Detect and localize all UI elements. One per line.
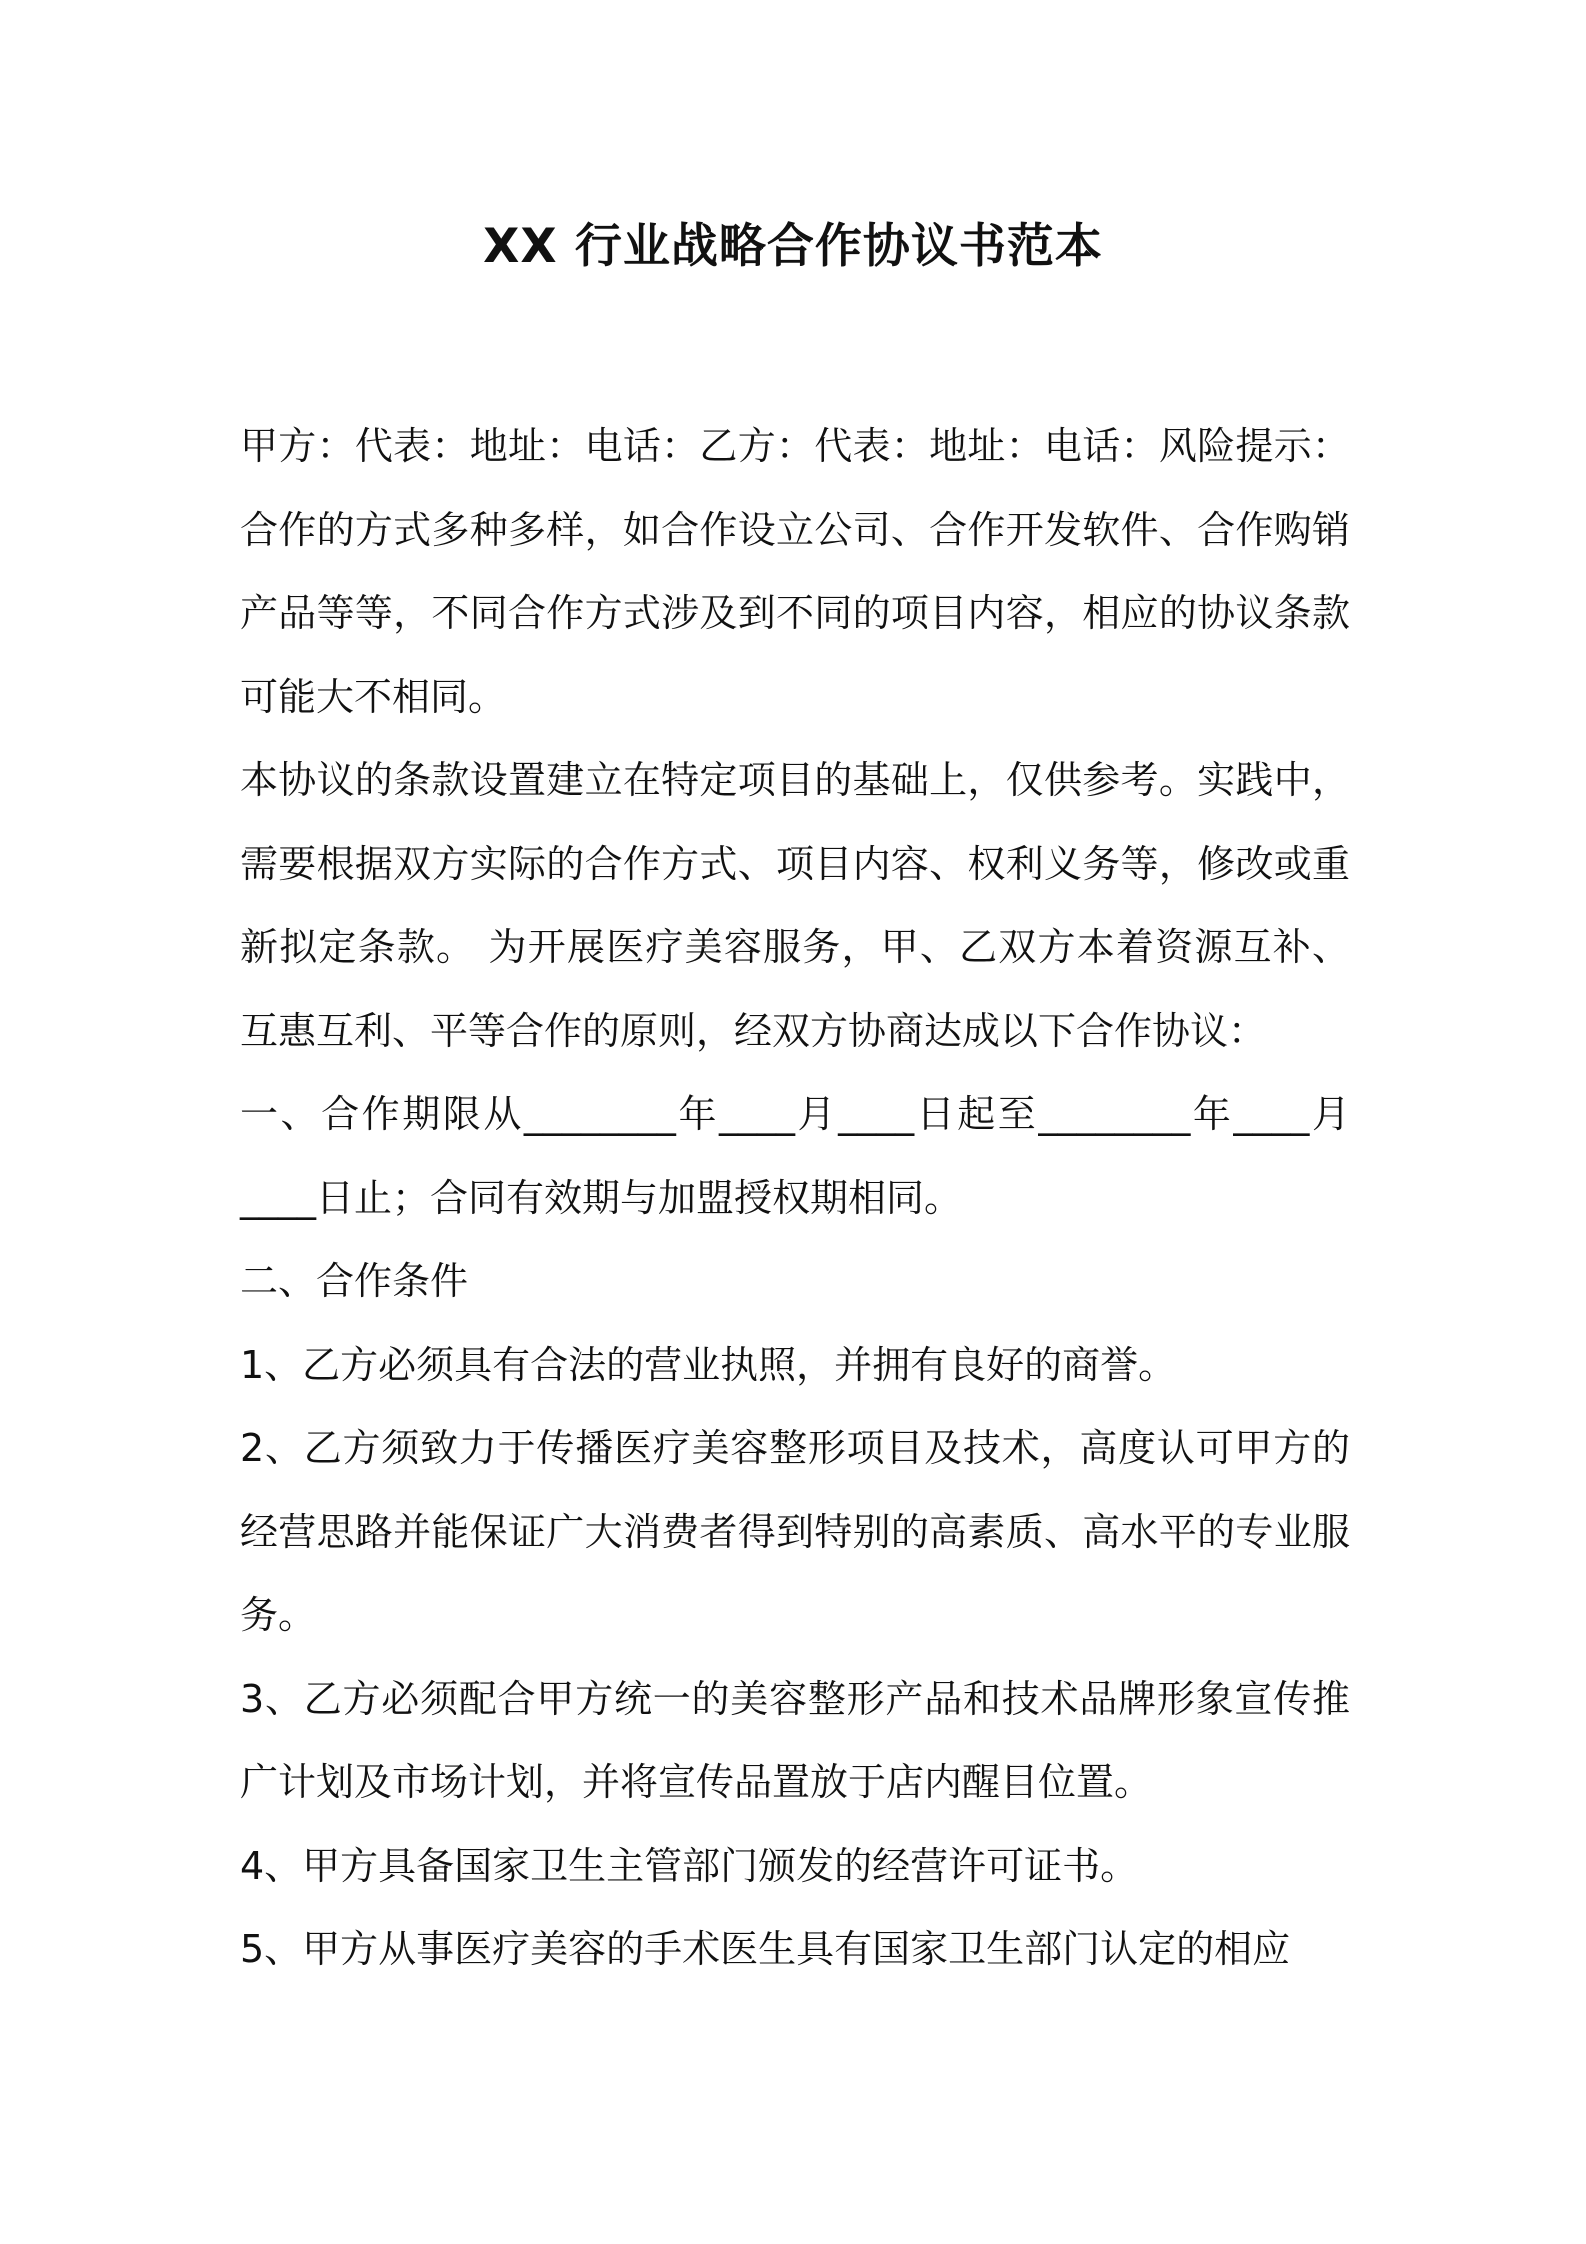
- document-title: XX 行业战略合作协议书范本: [483, 219, 1103, 274]
- paragraph-reference-note-and-purpose: 本协议的条款设置建立在特定项目的基础上，仅供参考。实践中，需要根据双方实际的合作方式、项目内容、权利义务等，修改或重新拟定条款。 为开展医疗美容服务，甲、乙双方本着资源互补、互惠互利、平等合作的原则，经双方协商达成以下合作协议：: [240, 758, 1350, 1053]
- condition-item-2: 2、乙方须致力于传播医疗美容整形项目及技术，高度认可甲方的经营思路并能保证广大消费者得到特别的高素质、高水平的专业服务。: [240, 1426, 1350, 1637]
- condition-item-3: 3、乙方必须配合甲方统一的美容整形产品和技术品牌形象宣传推广计划及市场计划，并将宣传品置放于店内醒目位置。: [240, 1676, 1350, 1804]
- clause-1-cooperation-term: 一、合作期限从________年____月____日起至________年____月____日止；合同有效期与加盟授权期相同。: [240, 1092, 1350, 1220]
- condition-item-4: 4、甲方具备国家卫生主管部门颁发的经营许可证书。: [240, 1843, 1139, 1888]
- document-body: [240, 405, 1350, 1992]
- condition-item-5: 5、甲方从事医疗美容的手术医生具有国家卫生部门认定的相应: [240, 1927, 1291, 1971]
- clause-2-heading: 二、合作条件: [240, 1259, 469, 1303]
- paragraph-parties-and-risk-notice: 甲方：代表：地址：电话：乙方：代表：地址：电话：风险提示：合作的方式多种多样，如合作设立公司、合作开发软件、合作购销产品等等，不同合作方式涉及到不同的项目内容，相应的协议条款可能大不相同。: [240, 424, 1350, 719]
- condition-item-1: 1、乙方必须具有合法的营业执照，并拥有良好的商誉。: [240, 1342, 1177, 1387]
